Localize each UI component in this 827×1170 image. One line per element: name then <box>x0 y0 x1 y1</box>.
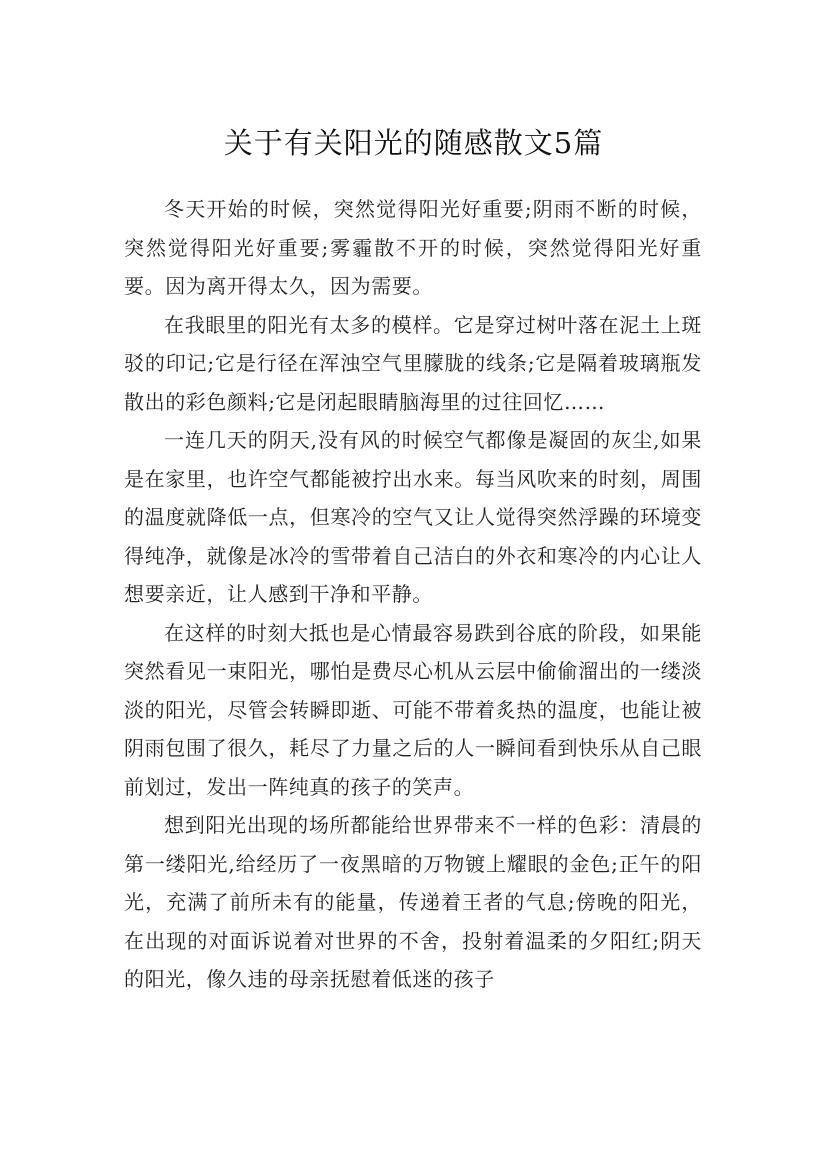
paragraph: 在这样的时刻大抵也是心情最容易跌到谷底的阶段，如果能突然看见一束阳光，哪怕是费尽心机从云层中偷偷溜出的一缕淡淡的阳光，尽管会转瞬即逝、可能不带着炙热的温度，也能让被阴雨包围了很久，耗尽了力量之后的人一瞬间看到快乐从自己眼前划过，发出一阵纯真的孩子的笑声。 <box>124 620 702 799</box>
paragraph: 在我眼里的阳光有太多的模样。它是穿过树叶落在泥土上斑驳的印记;它是行径在浑浊空气里朦胧的线条;它是隔着玻璃瓶发散出的彩色颜料;它是闭起眼睛脑海里的过往回忆…… <box>124 312 702 414</box>
paragraph: 一连几天的阴天,没有风的时候空气都像是凝固的灰尘,如果是在家里，也许空气都能被拧出水来。每当风吹来的时刻，周围的温度就降低一点，但寒冷的空气又让人觉得突然浮躁的环境变得纯净，就像是冰冷的雪带着自己洁白的外衣和寒冷的内心让人想要亲近，让人感到干净和平静。 <box>124 428 702 606</box>
document-body <box>124 190 702 999</box>
paragraph: 冬天开始的时候，突然觉得阳光好重要;阴雨不断的时候，突然觉得阳光好重要;雾霾散不开的时候，突然觉得阳光好重要。因为离开得太久，因为需要。 <box>124 197 702 298</box>
document-title: 关于有关阳光的随感散文5篇 <box>223 126 604 161</box>
paragraph: 想到阳光出现的场所都能给世界带来不一样的色彩：清晨的第一缕阳光,给经历了一夜黑暗的万物镀上耀眼的金色;正午的阳光，充满了前所未有的能量，传递着王者的气息;傍晚的阳光，在出现的对面诉说着对世界的不舍，投射着温柔的夕阳红;阴天的阳光，像久违的母亲抚慰着低迷的孩子 <box>124 813 702 991</box>
